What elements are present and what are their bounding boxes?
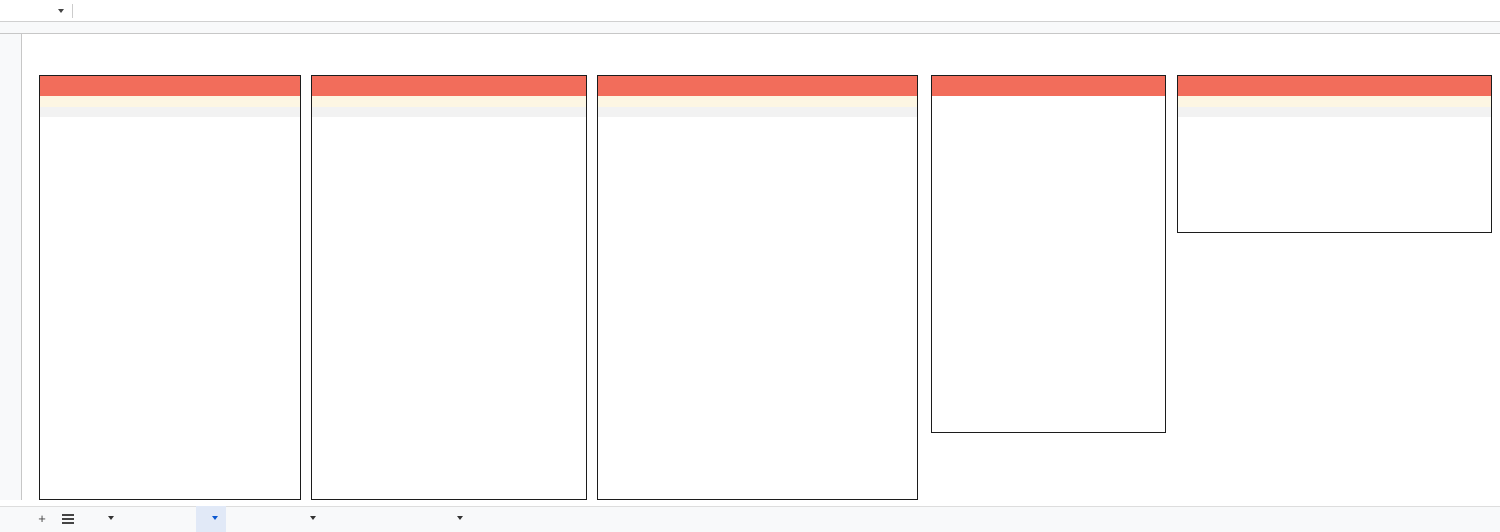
chevron-down-icon[interactable]	[212, 516, 218, 520]
revenus-header	[40, 76, 300, 96]
col-description	[314, 107, 464, 118]
depenses-table	[597, 75, 918, 500]
depenses-header	[598, 76, 917, 96]
chevron-down-icon[interactable]	[108, 516, 114, 520]
col-description	[42, 107, 192, 118]
col-categorie	[788, 107, 850, 118]
epargne-table	[311, 75, 587, 500]
col-categorie	[1424, 107, 1490, 118]
col-montant	[482, 107, 535, 118]
formula-bar	[0, 0, 1500, 22]
col-description	[1180, 107, 1360, 118]
immobilier-table	[931, 75, 1166, 433]
tab-elevation[interactable]	[441, 506, 471, 532]
col-montant	[1366, 107, 1420, 118]
chevron-down-icon[interactable]	[310, 516, 316, 520]
revenus-table	[39, 75, 301, 500]
all-sheets-menu-icon[interactable]	[62, 514, 74, 524]
epargne-header	[312, 76, 586, 96]
col-montant	[196, 107, 252, 118]
patrimoine-table	[1177, 75, 1492, 233]
col-montant	[734, 107, 787, 118]
name-box[interactable]	[4, 3, 66, 19]
formula-input[interactable]	[100, 4, 1480, 18]
col-description	[600, 107, 730, 118]
add-sheet-icon[interactable]: +	[38, 511, 46, 526]
tab-instructions[interactable]	[92, 506, 122, 532]
patrimoine-header	[1178, 76, 1491, 96]
column-header-bar	[0, 22, 1500, 34]
row-header-bar	[0, 34, 22, 500]
col-passif	[851, 107, 917, 118]
immobilier-header	[932, 76, 1165, 96]
chevron-down-icon[interactable]	[457, 516, 463, 520]
divider	[72, 4, 73, 18]
col-categorie	[252, 107, 300, 118]
tab-inventaire[interactable]	[196, 506, 226, 532]
tab-tour-de-controle[interactable]	[294, 506, 324, 532]
col-categorie	[535, 107, 587, 118]
chevron-down-icon[interactable]	[58, 9, 64, 13]
